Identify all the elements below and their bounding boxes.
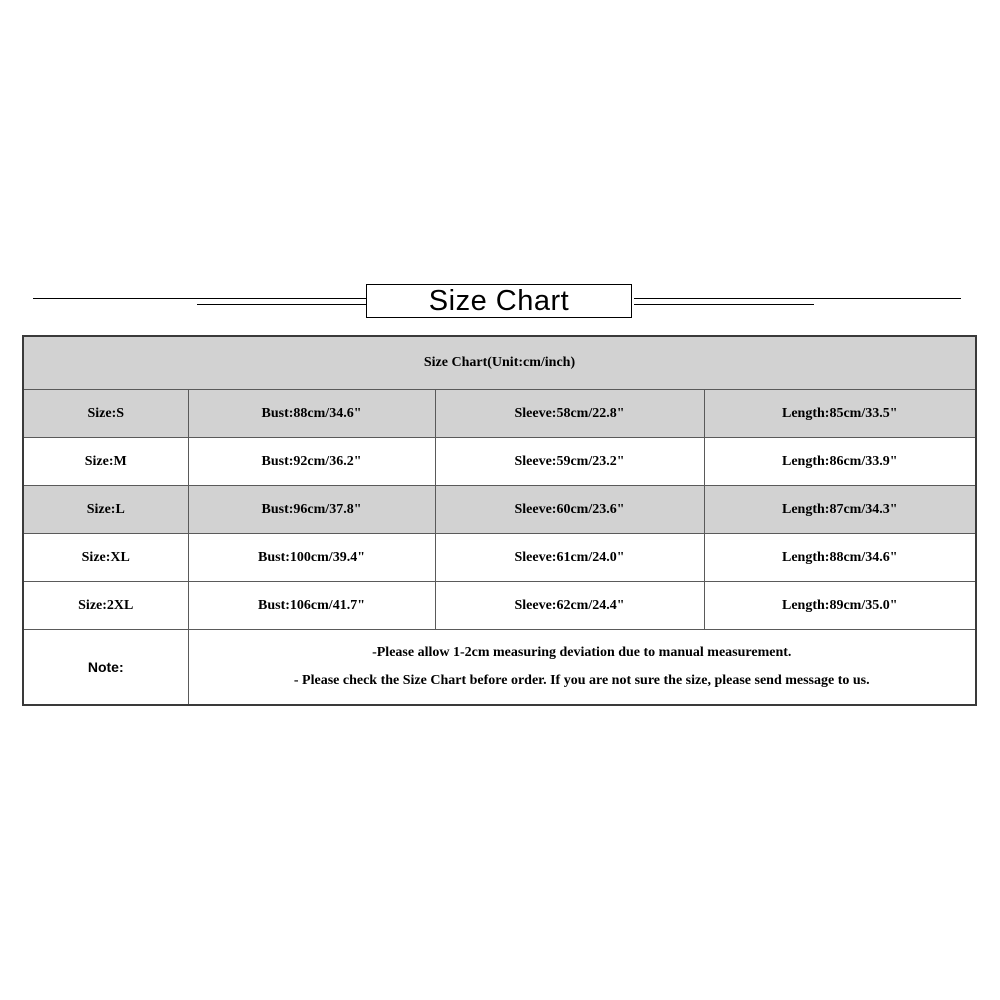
size-cell: Size:L <box>23 486 188 534</box>
size-chart-table <box>22 335 977 706</box>
length-cell: Length:87cm/34.3" <box>704 486 976 534</box>
page-title: Size Chart <box>428 285 570 317</box>
note-line: -Please allow 1-2cm measuring deviation due to manual measurement. <box>372 645 792 660</box>
sleeve-cell: Sleeve:61cm/24.0" <box>435 534 704 582</box>
table-row <box>23 534 976 582</box>
size-cell: Size:2XL <box>23 582 188 630</box>
table-row <box>23 582 976 630</box>
length-cell: Length:85cm/33.5" <box>704 390 976 438</box>
table-row <box>23 390 976 438</box>
table-header-row <box>23 336 976 390</box>
title-banner <box>0 282 1000 324</box>
length-cell: Length:88cm/34.6" <box>704 534 976 582</box>
length-cell: Length:86cm/33.9" <box>704 438 976 486</box>
size-cell: Size:S <box>23 390 188 438</box>
title-rule-right-long <box>634 298 961 299</box>
note-row <box>23 630 976 706</box>
sleeve-cell: Sleeve:60cm/23.6" <box>435 486 704 534</box>
bust-cell: Bust:100cm/39.4" <box>188 534 435 582</box>
sleeve-cell: Sleeve:59cm/23.2" <box>435 438 704 486</box>
table-row <box>23 438 976 486</box>
bust-cell: Bust:106cm/41.7" <box>188 582 435 630</box>
note-label: Note: <box>23 630 188 706</box>
bust-cell: Bust:92cm/36.2" <box>188 438 435 486</box>
title-rule-left-long <box>33 298 367 299</box>
size-cell: Size:M <box>23 438 188 486</box>
bust-cell: Bust:96cm/37.8" <box>188 486 435 534</box>
title-rule-right-short <box>634 304 814 305</box>
table-header: Size Chart(Unit:cm/inch) <box>23 336 976 390</box>
title-box <box>366 284 632 318</box>
table-row <box>23 486 976 534</box>
length-cell: Length:89cm/35.0" <box>704 582 976 630</box>
title-rule-left-short <box>197 304 367 305</box>
bust-cell: Bust:88cm/34.6" <box>188 390 435 438</box>
sleeve-cell: Sleeve:62cm/24.4" <box>435 582 704 630</box>
size-cell: Size:XL <box>23 534 188 582</box>
note-text <box>188 630 976 706</box>
sleeve-cell: Sleeve:58cm/22.8" <box>435 390 704 438</box>
note-line: - Please check the Size Chart before order. If you are not sure the size, please send message to us. <box>293 673 870 688</box>
